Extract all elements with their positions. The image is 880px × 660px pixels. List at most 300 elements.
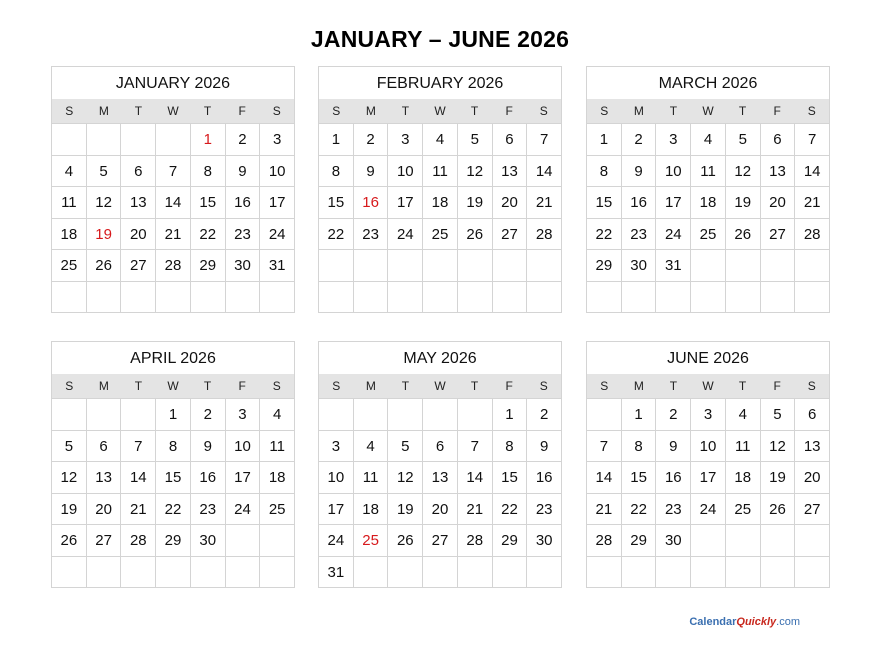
day-cell: 21	[121, 493, 156, 525]
day-cell: 8	[319, 155, 354, 187]
empty-day-cell	[226, 281, 261, 313]
day-cell: 24	[226, 493, 261, 525]
week-row	[319, 398, 561, 430]
empty-day-cell	[87, 398, 122, 430]
day-cell: 28	[587, 524, 622, 556]
weekday-label: M	[98, 379, 109, 393]
weekday-label: T	[470, 379, 479, 393]
empty-day-cell	[493, 249, 528, 281]
day-cell: 20	[795, 461, 829, 493]
day-cell: 9	[354, 155, 389, 187]
empty-day-cell	[354, 556, 389, 588]
day-cell: 5	[458, 123, 493, 155]
day-cell: 22	[191, 218, 226, 250]
week-row	[319, 430, 561, 462]
month-title: JUNE 2026	[667, 350, 749, 367]
empty-day-cell	[354, 249, 389, 281]
day-cell: 27	[423, 524, 458, 556]
day-cell: 30	[191, 524, 226, 556]
day-cell: 4	[260, 398, 294, 430]
empty-day-cell	[191, 281, 226, 313]
day-cell: 1	[156, 398, 191, 430]
day-cell: 12	[52, 461, 87, 493]
empty-day-cell	[458, 398, 493, 430]
day-cell: 26	[87, 249, 122, 281]
day-cell: 15	[156, 461, 191, 493]
week-row	[52, 556, 294, 588]
empty-day-cell	[587, 281, 622, 313]
day-cell: 9	[527, 430, 561, 462]
day-cell: 23	[527, 493, 561, 525]
week-row	[319, 493, 561, 525]
day-cell: 10	[260, 155, 294, 187]
week-row	[587, 218, 829, 250]
empty-day-cell	[527, 249, 561, 281]
day-cell: 2	[354, 123, 389, 155]
week-row	[52, 155, 294, 187]
day-cell: 14	[527, 155, 561, 187]
month-calendar	[586, 341, 830, 588]
day-cell: 16	[191, 461, 226, 493]
day-cell: 13	[795, 430, 829, 462]
day-cell: 28	[121, 524, 156, 556]
day-cell: 24	[691, 493, 726, 525]
day-cell: 27	[761, 218, 796, 250]
weekday-header	[319, 99, 561, 123]
week-row	[587, 186, 829, 218]
day-cell: 29	[156, 524, 191, 556]
day-cell: 13	[761, 155, 796, 187]
empty-day-cell	[319, 249, 354, 281]
brand-part-calendar: Calendar	[689, 616, 737, 628]
day-cell: 12	[458, 155, 493, 187]
empty-day-cell	[260, 524, 294, 556]
day-cell: 22	[587, 218, 622, 250]
day-cell: 17	[691, 461, 726, 493]
empty-day-cell	[319, 398, 354, 430]
empty-day-cell	[260, 281, 294, 313]
day-cell: 23	[191, 493, 226, 525]
empty-day-cell	[761, 556, 796, 588]
week-row	[52, 398, 294, 430]
empty-day-cell	[423, 398, 458, 430]
weekday-label: T	[470, 104, 479, 118]
week-row	[587, 524, 829, 556]
weekday-label: S	[807, 379, 816, 393]
weekday-label: W	[434, 379, 446, 393]
day-cell: 14	[587, 461, 622, 493]
week-row	[319, 281, 561, 313]
empty-day-cell	[156, 556, 191, 588]
week-row	[52, 218, 294, 250]
week-row	[319, 123, 561, 155]
day-cell: 14	[121, 461, 156, 493]
day-cell: 24	[388, 218, 423, 250]
empty-day-cell	[691, 249, 726, 281]
day-cell: 28	[156, 249, 191, 281]
day-cell: 21	[156, 218, 191, 250]
day-cell: 23	[656, 493, 691, 525]
week-row	[52, 524, 294, 556]
day-cell: 8	[156, 430, 191, 462]
empty-day-cell	[87, 123, 122, 155]
empty-day-cell	[388, 556, 423, 588]
month-calendar	[51, 66, 295, 313]
day-cell: 28	[527, 218, 561, 250]
week-row	[587, 493, 829, 525]
weekday-label: T	[203, 104, 212, 118]
day-cell: 6	[423, 430, 458, 462]
weekday-label: F	[773, 379, 781, 393]
day-cell: 12	[726, 155, 761, 187]
empty-day-cell	[354, 398, 389, 430]
day-cell: 24	[260, 218, 294, 250]
day-cell: 3	[691, 398, 726, 430]
day-cell: 7	[795, 123, 829, 155]
month-title: APRIL 2026	[130, 350, 216, 367]
day-cell: 25	[423, 218, 458, 250]
brand-part-quickly: Quickly	[736, 616, 777, 628]
empty-day-cell	[52, 556, 87, 588]
day-cell: 8	[493, 430, 528, 462]
empty-day-cell	[52, 281, 87, 313]
weekday-label: S	[332, 379, 341, 393]
day-cell: 27	[795, 493, 829, 525]
day-cell: 24	[319, 524, 354, 556]
empty-day-cell	[121, 556, 156, 588]
weekday-label: T	[401, 379, 410, 393]
day-cell: 13	[423, 461, 458, 493]
week-row	[52, 249, 294, 281]
day-cell: 7	[458, 430, 493, 462]
empty-day-cell	[493, 281, 528, 313]
day-cell: 25	[691, 218, 726, 250]
day-cell: 23	[354, 218, 389, 250]
day-cell: 21	[458, 493, 493, 525]
day-cell: 16	[622, 186, 657, 218]
empty-day-cell	[156, 281, 191, 313]
week-row	[587, 556, 829, 588]
empty-day-cell	[191, 556, 226, 588]
weekday-label: T	[738, 379, 747, 393]
empty-day-cell	[156, 123, 191, 155]
day-cell: 22	[622, 493, 657, 525]
day-cell: 9	[226, 155, 261, 187]
day-cell: 19	[52, 493, 87, 525]
empty-day-cell	[388, 249, 423, 281]
weekday-label: S	[272, 379, 281, 393]
day-cell: 9	[656, 430, 691, 462]
day-cell: 22	[319, 218, 354, 250]
day-cell: 2	[191, 398, 226, 430]
day-cell: 10	[388, 155, 423, 187]
day-cell: 20	[761, 186, 796, 218]
day-cell: 15	[319, 186, 354, 218]
weekday-header	[587, 99, 829, 123]
day-cell: 11	[260, 430, 294, 462]
day-cell: 27	[87, 524, 122, 556]
week-row	[319, 556, 561, 588]
day-cell: 30	[656, 524, 691, 556]
day-cell: 26	[726, 218, 761, 250]
weekday-label: S	[65, 379, 74, 393]
weekday-header	[319, 374, 561, 398]
day-cell: 9	[622, 155, 657, 187]
brand-footer[interactable]	[689, 616, 800, 628]
day-cell: 21	[527, 186, 561, 218]
empty-day-cell	[423, 249, 458, 281]
empty-day-cell	[795, 524, 829, 556]
weekday-label: T	[669, 379, 678, 393]
day-cell: 17	[319, 493, 354, 525]
weekday-label: F	[505, 104, 513, 118]
day-cell: 16	[354, 186, 389, 218]
day-cell: 11	[691, 155, 726, 187]
day-cell: 29	[587, 249, 622, 281]
empty-day-cell	[761, 524, 796, 556]
month-title: FEBRUARY 2026	[376, 75, 504, 92]
month-title: JANUARY 2026	[115, 75, 231, 92]
day-cell: 25	[260, 493, 294, 525]
day-cell: 11	[52, 186, 87, 218]
weekday-header	[52, 99, 294, 123]
day-cell: 12	[388, 461, 423, 493]
empty-day-cell	[458, 281, 493, 313]
day-cell: 11	[726, 430, 761, 462]
day-cell: 18	[691, 186, 726, 218]
empty-day-cell	[527, 556, 561, 588]
day-cell: 28	[458, 524, 493, 556]
weekday-label: W	[702, 104, 714, 118]
day-cell: 21	[587, 493, 622, 525]
empty-day-cell	[52, 398, 87, 430]
day-cell: 18	[423, 186, 458, 218]
month-calendar	[318, 341, 562, 588]
month-title: MARCH 2026	[658, 75, 758, 92]
empty-day-cell	[726, 524, 761, 556]
day-cell: 15	[622, 461, 657, 493]
day-cell: 4	[354, 430, 389, 462]
day-cell: 3	[226, 398, 261, 430]
week-row	[319, 461, 561, 493]
day-cell: 29	[493, 524, 528, 556]
day-cell: 15	[191, 186, 226, 218]
empty-day-cell	[458, 249, 493, 281]
day-cell: 29	[622, 524, 657, 556]
day-cell: 17	[656, 186, 691, 218]
weekday-label: T	[738, 104, 747, 118]
week-row	[52, 123, 294, 155]
day-cell: 8	[622, 430, 657, 462]
weekday-label: F	[505, 379, 513, 393]
week-row	[52, 430, 294, 462]
day-cell: 3	[260, 123, 294, 155]
week-row	[587, 155, 829, 187]
day-cell: 19	[761, 461, 796, 493]
weekday-label: T	[401, 104, 410, 118]
weekday-label: M	[633, 104, 644, 118]
empty-day-cell	[423, 281, 458, 313]
day-cell: 6	[761, 123, 796, 155]
day-cell: 19	[87, 218, 122, 250]
day-cell: 30	[527, 524, 561, 556]
day-cell: 30	[226, 249, 261, 281]
day-cell: 27	[121, 249, 156, 281]
day-cell: 13	[493, 155, 528, 187]
empty-day-cell	[87, 281, 122, 313]
weekday-label: W	[167, 104, 179, 118]
weekday-label: M	[365, 104, 376, 118]
weekday-label: S	[65, 104, 74, 118]
weekday-label: S	[600, 379, 609, 393]
empty-day-cell	[761, 281, 796, 313]
day-cell: 2	[226, 123, 261, 155]
week-row	[319, 218, 561, 250]
day-cell: 17	[226, 461, 261, 493]
day-cell: 10	[319, 461, 354, 493]
day-cell: 1	[191, 123, 226, 155]
empty-day-cell	[795, 281, 829, 313]
day-cell: 14	[458, 461, 493, 493]
day-cell: 20	[493, 186, 528, 218]
day-cell: 10	[691, 430, 726, 462]
empty-day-cell	[622, 281, 657, 313]
weekday-label: S	[600, 104, 609, 118]
weekday-label: S	[539, 104, 548, 118]
day-cell: 2	[527, 398, 561, 430]
day-cell: 26	[761, 493, 796, 525]
day-cell: 19	[458, 186, 493, 218]
day-cell: 26	[458, 218, 493, 250]
day-cell: 25	[354, 524, 389, 556]
week-row	[319, 524, 561, 556]
day-cell: 14	[795, 155, 829, 187]
empty-day-cell	[87, 556, 122, 588]
empty-day-cell	[656, 281, 691, 313]
day-cell: 26	[52, 524, 87, 556]
week-row	[587, 281, 829, 313]
day-cell: 18	[52, 218, 87, 250]
day-cell: 19	[726, 186, 761, 218]
week-row	[52, 461, 294, 493]
day-cell: 21	[795, 186, 829, 218]
weekday-label: T	[669, 104, 678, 118]
day-cell: 5	[388, 430, 423, 462]
day-cell: 18	[260, 461, 294, 493]
empty-day-cell	[493, 556, 528, 588]
day-cell: 27	[493, 218, 528, 250]
day-cell: 20	[423, 493, 458, 525]
week-row	[52, 186, 294, 218]
day-cell: 20	[121, 218, 156, 250]
empty-day-cell	[458, 556, 493, 588]
day-cell: 5	[52, 430, 87, 462]
month-calendar	[586, 66, 830, 313]
weekday-label: F	[238, 379, 246, 393]
weekday-label: T	[134, 104, 143, 118]
day-cell: 11	[423, 155, 458, 187]
empty-day-cell	[388, 281, 423, 313]
weekday-header	[52, 374, 294, 398]
empty-day-cell	[388, 398, 423, 430]
day-cell: 5	[761, 398, 796, 430]
day-cell: 16	[226, 186, 261, 218]
day-cell: 12	[87, 186, 122, 218]
day-cell: 30	[622, 249, 657, 281]
empty-day-cell	[121, 281, 156, 313]
day-cell: 4	[52, 155, 87, 187]
day-cell: 7	[121, 430, 156, 462]
day-cell: 2	[656, 398, 691, 430]
day-cell: 13	[121, 186, 156, 218]
month-calendar	[51, 341, 295, 588]
day-cell: 8	[191, 155, 226, 187]
day-cell: 17	[260, 186, 294, 218]
weekday-label: T	[203, 379, 212, 393]
day-cell: 18	[726, 461, 761, 493]
weekday-label: M	[633, 379, 644, 393]
day-cell: 3	[388, 123, 423, 155]
weekday-label: F	[773, 104, 781, 118]
day-cell: 4	[423, 123, 458, 155]
day-cell: 19	[388, 493, 423, 525]
empty-day-cell	[226, 556, 261, 588]
day-cell: 23	[622, 218, 657, 250]
day-cell: 17	[388, 186, 423, 218]
day-cell: 14	[156, 186, 191, 218]
day-cell: 22	[493, 493, 528, 525]
day-cell: 7	[527, 123, 561, 155]
day-cell: 28	[795, 218, 829, 250]
day-cell: 29	[191, 249, 226, 281]
week-row	[587, 430, 829, 462]
day-cell: 3	[319, 430, 354, 462]
week-row	[319, 249, 561, 281]
month-title: MAY 2026	[403, 350, 477, 367]
empty-day-cell	[691, 524, 726, 556]
week-row	[319, 155, 561, 187]
week-row	[319, 186, 561, 218]
week-row	[587, 398, 829, 430]
day-cell: 15	[587, 186, 622, 218]
weekday-label: S	[539, 379, 548, 393]
page-title: JANUARY – JUNE 2026	[310, 26, 570, 52]
day-cell: 1	[493, 398, 528, 430]
weekday-label: S	[332, 104, 341, 118]
day-cell: 6	[121, 155, 156, 187]
day-cell: 4	[726, 398, 761, 430]
weekday-label: W	[167, 379, 179, 393]
empty-day-cell	[795, 556, 829, 588]
day-cell: 5	[87, 155, 122, 187]
empty-day-cell	[691, 281, 726, 313]
day-cell: 6	[87, 430, 122, 462]
day-cell: 15	[493, 461, 528, 493]
day-cell: 13	[87, 461, 122, 493]
empty-day-cell	[319, 281, 354, 313]
empty-day-cell	[726, 249, 761, 281]
day-cell: 20	[87, 493, 122, 525]
empty-day-cell	[795, 249, 829, 281]
day-cell: 18	[354, 493, 389, 525]
week-row	[52, 493, 294, 525]
weekday-header	[587, 374, 829, 398]
day-cell: 26	[388, 524, 423, 556]
empty-day-cell	[726, 556, 761, 588]
day-cell: 3	[656, 123, 691, 155]
day-cell: 6	[795, 398, 829, 430]
day-cell: 12	[761, 430, 796, 462]
